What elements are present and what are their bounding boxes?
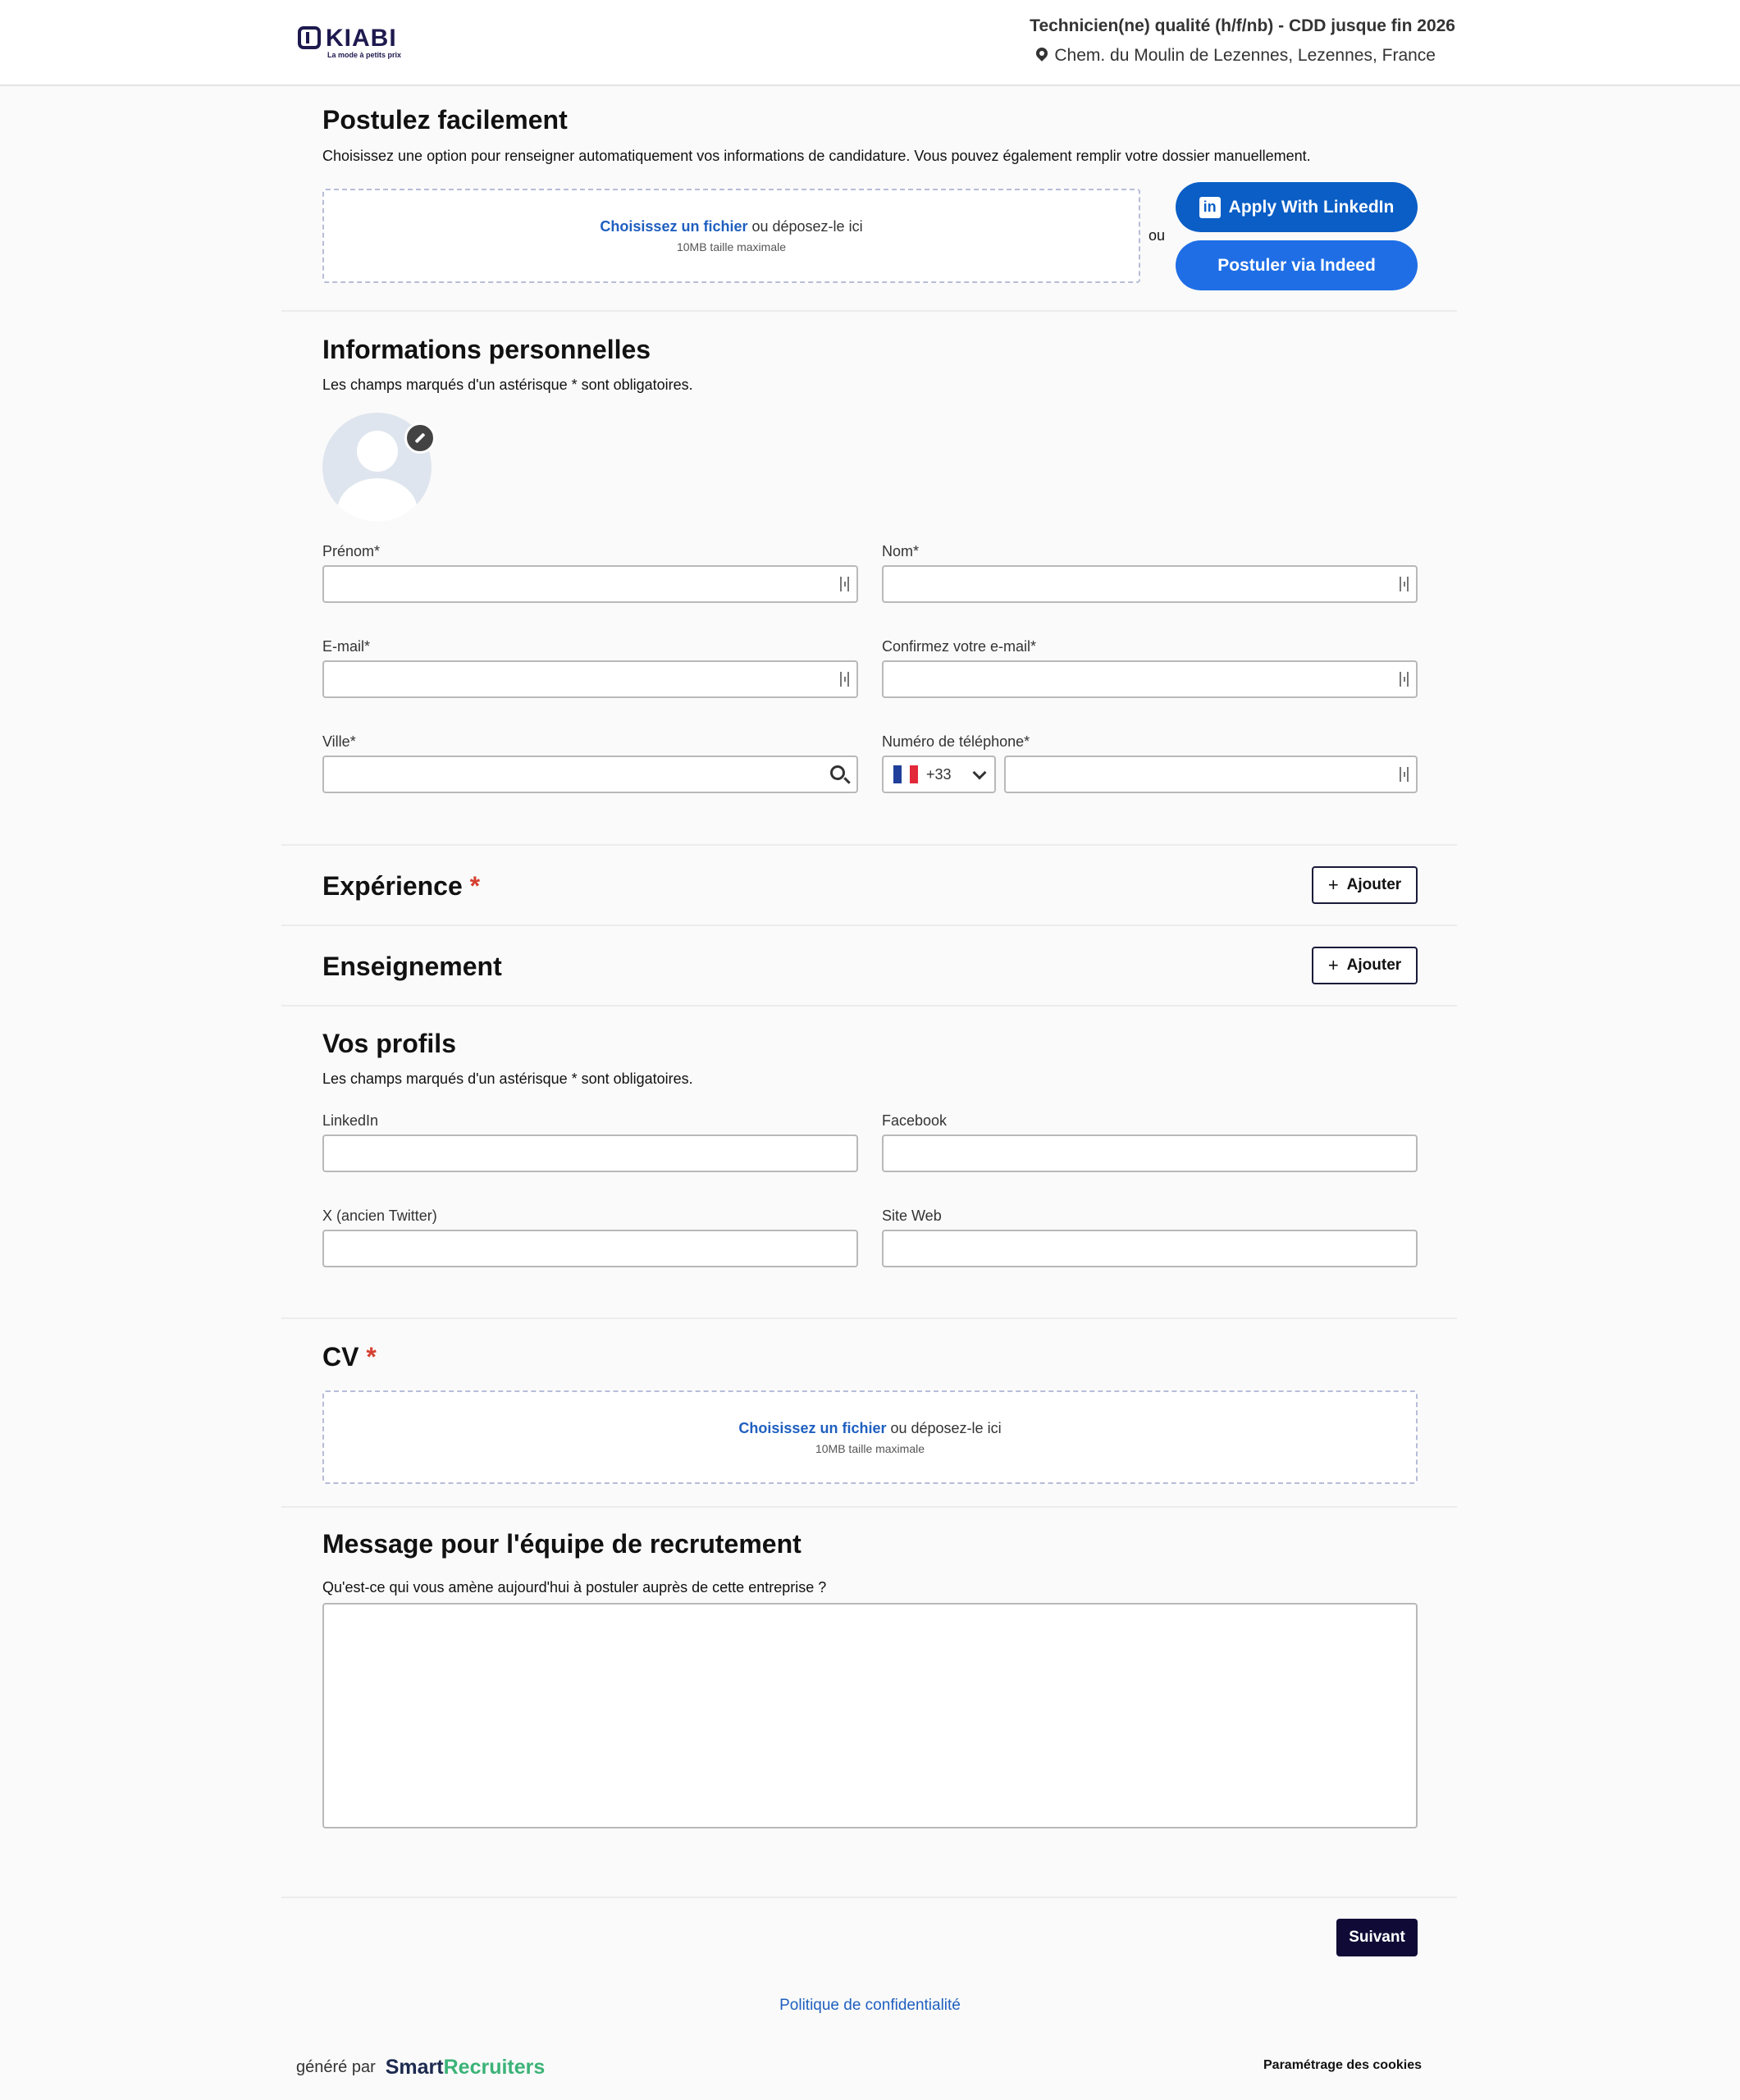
apply-via-indeed-button[interactable] [1176, 240, 1418, 290]
personal-required-note: Les champs marqués d'un astérisque * sont obligatoires. [322, 377, 693, 393]
cookie-settings-link[interactable]: Paramétrage des cookies [1263, 2058, 1422, 2072]
edit-pencil-icon[interactable] [404, 422, 436, 454]
cv-title-text: CV [322, 1342, 359, 1372]
logo-text: KIABI [326, 25, 397, 52]
cv-drop-text: ou déposez-le ici [890, 1420, 1002, 1436]
top-bar [0, 0, 1740, 86]
profiles-required-note: Les champs marqués d'un astérisque * sont obligatoires. [322, 1071, 693, 1087]
autofill-icon [1399, 577, 1410, 593]
email-input[interactable] [324, 662, 856, 696]
quick-apply-title: Postulez facilement [322, 105, 568, 135]
facebook-field[interactable] [882, 1134, 1418, 1172]
phone-number-input[interactable] [1006, 757, 1416, 792]
flag-fr-icon [893, 765, 918, 783]
last-name-field[interactable] [882, 565, 1418, 603]
first-name-input[interactable] [324, 567, 856, 601]
autofill-icon [1399, 672, 1410, 688]
phone-country-code: +33 [926, 765, 952, 783]
website-input[interactable] [884, 1231, 1416, 1266]
message-question-label: Qu'est-ce qui vous amène aujourd'hui à postuler auprès de cette entreprise ? [322, 1579, 827, 1596]
upload-size-hint: 10MB taille maximale [676, 240, 787, 253]
job-location-text: Chem. du Moulin de Lezennes, Lezennes, France [1054, 46, 1436, 65]
email-label: E-mail* [322, 638, 371, 655]
autofill-icon [839, 672, 851, 688]
indeed-button-label: Postuler via Indeed [1217, 255, 1376, 275]
linkedin-input[interactable] [324, 1136, 856, 1171]
email-field[interactable] [322, 660, 858, 698]
message-textarea[interactable] [322, 1603, 1418, 1828]
city-label: Ville* [322, 733, 356, 750]
section-divider [281, 1317, 1457, 1319]
phone-label: Numéro de téléphone* [882, 733, 1030, 750]
required-asterisk: * [366, 1342, 377, 1372]
email-confirm-label: Confirmez votre e-mail* [882, 638, 1037, 655]
message-title: Message pour l'équipe de recrutement [322, 1529, 801, 1559]
smartrecruiters-logo[interactable] [386, 2056, 546, 2079]
section-divider [281, 924, 1457, 926]
logo-tagline: La mode à petits prix [327, 51, 402, 59]
privacy-policy-link [0, 1997, 1740, 2015]
add-experience-button[interactable] [1312, 866, 1418, 904]
linkedin-field[interactable] [322, 1134, 858, 1172]
twitter-input[interactable] [324, 1231, 856, 1266]
experience-title-text: Expérience [322, 871, 463, 901]
cv-size-hint: 10MB taille maximale [815, 1442, 925, 1455]
cv-choose-file-link[interactable]: Choisissez un fichier [738, 1420, 887, 1436]
drop-text: ou déposez-le ici [751, 218, 863, 235]
section-divider [281, 1897, 1457, 1898]
personal-info-title: Informations personnelles [322, 335, 651, 364]
location-pin-icon [1036, 48, 1048, 64]
linkedin-label: LinkedIn [322, 1112, 379, 1129]
first-name-label: Prénom* [322, 543, 381, 559]
powered-by [296, 2056, 545, 2079]
section-divider [281, 1506, 1457, 1508]
or-separator: ou [1149, 227, 1166, 244]
first-name-field[interactable] [322, 565, 858, 603]
website-field[interactable] [882, 1230, 1418, 1267]
search-icon [830, 765, 845, 780]
job-title: Technicien(ne) qualité (h/f/nb) - CDD jusque fin 2026 [1030, 16, 1455, 35]
quick-apply-description: Choisissez une option pour renseigner automatiquement vos informations de candidature. Vous pouvez également remplir votre dossier manuellement. [322, 148, 1311, 164]
facebook-input[interactable] [884, 1136, 1416, 1171]
twitter-field[interactable] [322, 1230, 858, 1267]
section-divider [281, 1005, 1457, 1007]
phone-number-field[interactable] [1004, 756, 1418, 793]
city-field[interactable] [322, 756, 858, 793]
brand-part-2: Recruiters [443, 2056, 546, 2079]
add-education-label: Ajouter [1346, 956, 1402, 974]
powered-by-text: généré par [296, 2058, 376, 2076]
twitter-label: X (ancien Twitter) [322, 1208, 437, 1224]
profiles-title: Vos profils [322, 1029, 456, 1058]
email-confirm-field[interactable] [882, 660, 1418, 698]
resume-autofill-dropzone[interactable] [322, 189, 1140, 283]
next-button[interactable]: Suivant [1336, 1919, 1418, 1956]
brand-part-1: Smart [385, 2056, 444, 2079]
job-location [1036, 46, 1436, 66]
plus-icon: + [1327, 874, 1339, 895]
facebook-label: Facebook [882, 1112, 948, 1129]
linkedin-button-label: Apply With LinkedIn [1228, 197, 1395, 217]
choose-file-link[interactable]: Choisissez un fichier [600, 218, 748, 235]
cv-title [322, 1342, 377, 1372]
phone-country-select[interactable] [882, 756, 996, 793]
add-experience-label: Ajouter [1346, 876, 1402, 893]
education-title: Enseignement [322, 952, 502, 981]
kiabi-logo-mark-icon [298, 26, 321, 49]
plus-icon: + [1327, 955, 1339, 975]
experience-title [322, 871, 480, 902]
add-education-button[interactable] [1312, 947, 1418, 984]
city-input[interactable] [324, 757, 856, 792]
last-name-input[interactable] [884, 567, 1416, 601]
last-name-label: Nom* [882, 543, 920, 559]
chevron-down-icon [973, 766, 987, 780]
linkedin-icon: in [1199, 197, 1221, 218]
autofill-icon [839, 577, 851, 593]
website-label: Site Web [882, 1208, 942, 1224]
required-asterisk: * [469, 871, 481, 901]
apply-with-linkedin-button[interactable] [1176, 182, 1418, 232]
email-confirm-input[interactable] [884, 662, 1416, 696]
section-divider [281, 844, 1457, 846]
privacy-policy-text[interactable]: Politique de confidentialité [779, 1997, 961, 2014]
section-divider [281, 310, 1457, 312]
cv-dropzone[interactable] [322, 1390, 1418, 1484]
autofill-icon [1399, 767, 1410, 783]
kiabi-logo[interactable] [298, 25, 404, 59]
